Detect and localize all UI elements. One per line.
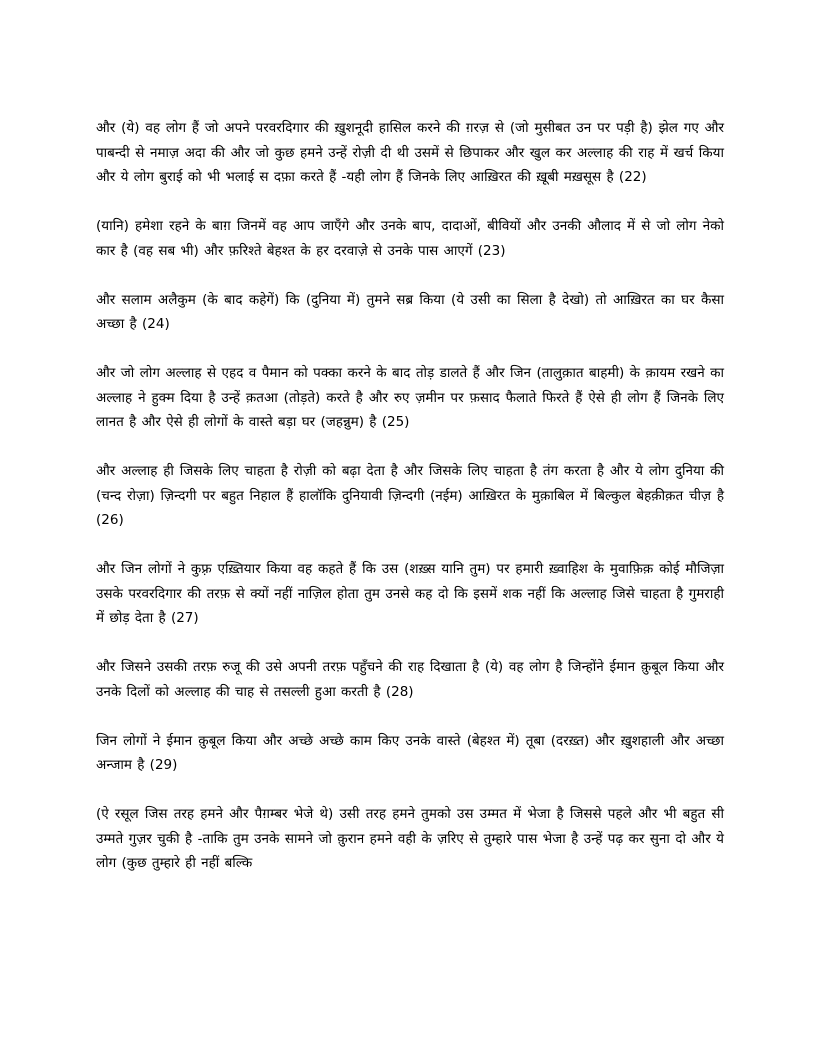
document-page — [96, 116, 724, 900]
paragraph-verse-25: और जो लोग अल्लाह से एहद व पैमान को पक्का करने के बाद तोड़ डालते हैं और जिन (तालुक़ात बाहमी) के क़ायम रखने का अल्लाह ने हुक्म दिया है उन्हें क़तआ (तोड़ते) करते है और रुए ज़मीन पर फ़साद फैलाते फिरते हैं ऐसे ही लोग हैं जिनके लिए लानत है और ऐसे ही लोगों के वास्ते बड़ा घर (जहन्नुम) है (25) — [96, 365, 724, 430]
paragraph-verse-22: और (ये) वह लोग हैं जो अपने परवरदिगार की ख़ुशनूदी हासिल करने की ग़रज़ से (जो मुसीबत उन पर पड़ी है) झेल गए और पाबन्दी से नमाज़ अदा की और जो कुछ हमने उन्हें रोज़ी दी थी उसमें से छिपाकर और खुल कर अल्लाह की राह में खर्च किया और ये लोग बुराई को भी भलाई स दफ़ा करते हैं -यही लोग हैं जिनके लिए आख़िरत की ख़ूबी मख़सूस है (22) — [96, 120, 724, 185]
paragraph-verse-29: जिन लोगों ने ईमान क़ुबूल किया और अच्छे अच्छे काम किए उनके वास्ते (बेहश्त में) तूबा (दरख़्त) और ख़ुशहाली और अच्छा अन्जाम है (29) — [96, 732, 724, 773]
paragraph-verse-24: और सलाम अलैकुम (के बाद कहेगें) कि (दुनिया में) तुमने सब्र किया (ये उसी का सिला है देखो) तो आख़िरत का घर कैसा अच्छा है (24) — [96, 291, 724, 332]
paragraph-verse-26: और अल्लाह ही जिसके लिए चाहता है रोज़ी को बढ़ा देता है और जिसके लिए चाहता है तंग करता है और ये लोग दुनिया की (चन्द रोज़ा) ज़िन्दगी पर बहुत निहाल हैं हालॉकि दुनियावी ज़िन्दगी (नईम) आख़िरत के मुक़ाबिल में बिल्कुल बेहक़ीक़त चीज़ है (26) — [96, 463, 724, 528]
paragraph-verse-27: और जिन लोगों ने कुफ़्र एख़्तियार किया वह कहते हैं कि उस (शख़्स यानि तुम) पर हमारी ख़्वाहिश के मुवाफ़िक़ कोई मौजिज़ा उसके परवरदिगार की तरफ़ से क्यों नहीं नाज़िल होता तुम उनसे कह दो कि इसमें शक नहीं कि अल्लाह जिसे चाहता है गुमराही में छोड़ देता है (27) — [96, 561, 724, 626]
paragraph-verse-23: (यानि) हमेशा रहने के बाग़ जिनमें वह आप जाएँगे और उनके बाप, दादाओं, बीवियों और उनकी औलाद में से जो लोग नेको कार है (वह सब भी) और फ़रिश्ते बेहश्त के हर दरवाज़े से उनके पास आएगें (23) — [96, 218, 724, 259]
paragraph-verse-28: और जिसने उसकी तरफ़ रुजू की उसे अपनी तरफ़ पहुँचने की राह दिखाता है (ये) वह लोग है जिन्होंने ईमान क़ुबूल किया और उनके दिलों को अल्लाह की चाह से तसल्ली हुआ करती है (28) — [96, 659, 724, 700]
paragraph-verse-30-partial: (ऐ रसूल जिस तरह हमने और पैग़म्बर भेजे थे) उसी तरह हमने तुमको उस उम्मत में भेजा है जिससे पहले और भी बहुत सी उम्मते गुज़र चुकी है -ताकि तुम उनके सामने जो क़ुरान हमने वही के ज़रिए से तुम्हारे पास भेजा है उन्हें पढ़ कर सुना दो और ये लोग (कुछ तुम्हारे ही नहीं बल्कि — [96, 806, 724, 871]
